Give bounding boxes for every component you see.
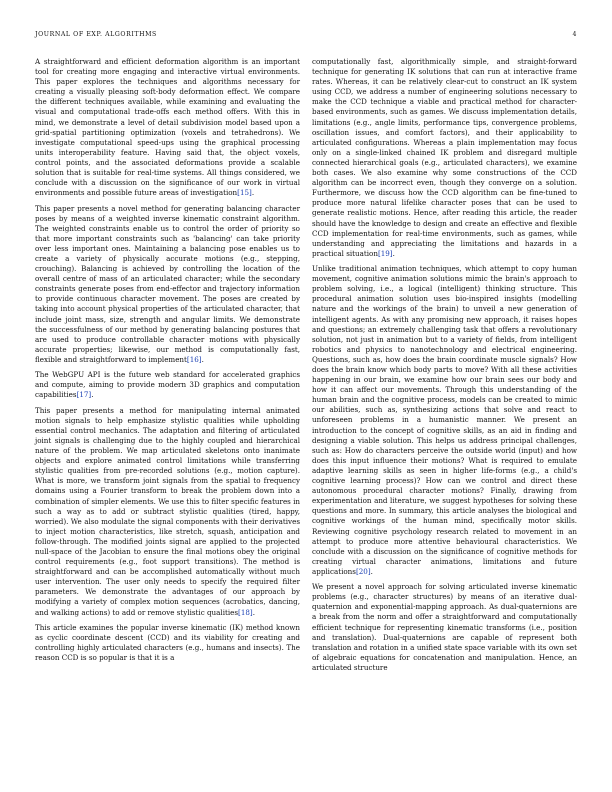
citation-link[interactable]: [16] bbox=[186, 354, 202, 364]
citation-link[interactable]: [20] bbox=[355, 566, 371, 576]
paragraph bbox=[35, 623, 300, 663]
page-number: 4 bbox=[572, 31, 577, 38]
right-column bbox=[312, 57, 577, 678]
paragraph bbox=[312, 582, 577, 673]
paragraph-text: This article examines the popular inverse kinematic (IK) method known as cyclic coordinate descent (CCD) and its viability for creating and controlling highly articulated characters (e.g., humans and insects). The reason CCD is so popular is that it is a bbox=[35, 622, 300, 663]
left-column bbox=[35, 57, 300, 668]
citation-link[interactable]: [19] bbox=[377, 248, 393, 258]
citation-link[interactable]: [17] bbox=[76, 390, 92, 400]
paragraph: This paper presents a novel method for generating balancing character poses by means of a weighted inverse kinematic constraint algorithm. The weighted constraints enable us to control the order of priority so that more important constraints such as 'balancing' can take priority over less important ones. Maintaining a balancing pose enables us to create a variety of physically accurate motions (e.g., stepping, crouching). Balancing is achieved by controlling the location of the overall centre of mass of an articulated character; while the secondary constraints generate poses from end-effector and trajectory information to provide continuous character movement. The poses are created by taking into account physical properties of the articulated character, that include joint mass, size, strength and angular limits. We demonstrate the successfulness of our method by generating balancing postures that are used to produce controllable character motions with physically accurate properties; likewise, our method is computationally fast, flexible and straightforward to implement[16]. bbox=[35, 203, 300, 364]
citation-link[interactable]: [15] bbox=[237, 188, 252, 198]
journal-name: JOURNAL OF EXP. ALGORITHMS bbox=[35, 31, 157, 38]
paragraph-text: We present a novel approach for solving articulated inverse kinematic problems (e.g., character structures) by means of an iterative dual-quaternion and exponential-mapping approach. As dual-quaternions are a break from the norm and offer a straightforward and computationally efficient technique for representing kinematic transforms (i.e., position and translation). Dual-quaternions are capable of represent both translation and rotation in a unified state space variable with its own set of algebraic equations for concatenation and manipulation. Hence, an articulated structure bbox=[312, 582, 577, 672]
running-header bbox=[35, 31, 577, 43]
paragraph: computationally fast, algorithmically simple, and straight-forward technique for generating IK solutions that can run at interactive frame rates. Whereas, it can be relatively clear-cut to construct an IK system using CCD, we address a number of engineering solutions necessary to make the CCD technique a viable and practical method for character-based environments, such as games. We discuss implementation details, limitations (e.g., angle limits, performance tips, convergence problems, oscillation issues, and comfort factors), and their applicability to articulated configurations. Whereas a plain implementation may focus only on a single-linked chained IK problem and disregard multiple connected hierarchical goals (e.g., articulated characters), we examine both cases. We also examine why some constructions of the CCD algorithm can be incorrect even, though they converge on a solution. Furthermore, we discuss how the CCD algorithm can be fine-tuned to produce more natural lifelike character poses that can be used to generate realistic motions. Hence, after reading this article, the reader should have the knowledge to design and create an effective and flexible CCD implementation for real-time environments, such as games, while understanding and appreciating the limitations and hazards in a practical situation[19]. bbox=[312, 57, 577, 258]
paragraph-text: Unlike traditional animation techniques, which attempt to copy human movement, cognitive animation solutions mimic the brain's approach to problem solving, i.e., a logical (intelligent) thinking structure. This procedural animation solution uses bio-inspired insights (modelling nature and the workings of the brain) to unveil a new generation of intelligent agents. As with any promising new approach, it raises hopes and questions; an extremely challenging task that offers a revolutionary solution, not just in animation but to a variety of fields, from intelligent robotics and physics to nanotechnology and electrical engineering. Questions, such as, how does the brain coordinate muscle signals? How does the brain know which body parts to move? With all these activities happening in our brain, we examine how our brain sees our body and how it can affect our movements. Through this understanding of the human brain and the cognitive process, models can be created to mimic our abilities, such as, synthesizing actions that solve and react to unforeseen problems in a humanistic manner. We present an introduction to the concept of cognitive skills, as an aid in finding and designing a viable solution. This helps us address principal challenges, such as: How do characters perceive the outside world (input) and how does this input influence their motions? What is required to emulate adaptive learning skills as seen in higher life-forms (e.g., a child's cognitive learning process)? How can we control and direct these autonomous procedural character motions? Finally, drawing from experimentation and literature, we suggest hypotheses for solving these questions and more. In summary, this article analyses the biological and cognitive workings of the human mind, specifically motor skills. Reviewing cognitive psychology research related to movement in an attempt to produce more attentive behavioural characteristics. We conclude with a discussion on the significance of cognitive methods for creating virtual character animations, limitations and future applications bbox=[312, 264, 577, 576]
paragraph-text: A straightforward and efficient deformation algorithm is an important tool for creating more engaging and interactive virtual environments. This paper explores the techniques and algorithms necessary for creating a visually pleasing soft-body deformation effect. We compare the different techniques available, while examining and evaluating the visual and computational trade-offs each method offers. With this in mind, we demonstrate a level of detail subdivision model based upon a grid-spatial partitioning optimization (voxels and tetrahedrons). We investigate computational speed-ups using the graphical processing units interoperability feature. Having said that, the object voxels, control points, and the associated deformations provide a scalable solution that is suitable for real-time systems. All things considered, we conclude with a discussion on the significance of our work in virtual environments and possible future areas of investigation bbox=[35, 57, 300, 198]
paragraph: Unlike traditional animation techniques, which attempt to copy human movement, cognitive animation solutions mimic the brain's approach to problem solving, i.e., a logical (intelligent) thinking structure. This procedural animation solution uses bio-inspired insights (modelling nature and the workings of the brain) to unveil a new generation of intelligent agents. As with any promising new approach, it raises hopes and questions; an extremely challenging task that offers a revolutionary solution, not just in animation but to a variety of fields, from intelligent robotics and physics to nanotechnology and electrical engineering. Questions, such as, how does the brain coordinate muscle signals? How does the brain know which body parts to move? With all these activities happening in our brain, we examine how our brain sees our body and how it can affect our movements. Through this understanding of the human brain and the cognitive process, models can be created to mimic our abilities, such as, synthesizing actions that solve and react to unforeseen problems in a humanistic manner. We present an introduction to the concept of cognitive skills, as an aid in finding and designing a viable solution. This helps us address principal challenges, such as: How do characters perceive the outside world (input) and how does this input influence their motions? What is required to emulate adaptive learning skills as seen in higher life-forms (e.g., a child's cognitive learning process)? How can we control and direct these autonomous procedural character motions? Finally, drawing from experimentation and literature, we suggest hypotheses for solving these questions and more. In summary, this article analyses the biological and cognitive workings of the human mind, specifically motor skills. Reviewing cognitive psychology research related to movement in an attempt to produce more attentive behavioural characteristics. We conclude with a discussion on the significance of cognitive methods for creating virtual character animations, limitations and future applications[20]. bbox=[312, 264, 577, 576]
paragraph: The WebGPU API is the future web standard for accelerated graphics and compute, aiming to provide modern 3D graphics and computation capabilities[17]. bbox=[35, 370, 300, 400]
paragraph-text: The WebGPU API is the future web standard for accelerated graphics and compute, aiming to provide modern 3D graphics and computation capabilities bbox=[35, 370, 300, 400]
paragraph: This paper presents a method for manipulating internal animated motion signals to help emphasize stylistic qualities while upholding essential control mechanics. The adaptation and filtering of articulated joint signals is challenging due to the highly coupled and hierarchical nature of the problem. We map articulated skeletons onto inanimate objects and explore animated control limitations while transferring stylistic qualities from pre-recorded solutions (e.g., motion capture). What is more, we transform joint signals from the spatial to frequency domains using a Fourier transform to break the problem down into a combination of simpler elements. We use this to filter specific features in such a way as to add or subtract stylistic qualities (tired, happy, worried). We also modulate the signal components with their derivatives to inject motion characteristics, like stretch, squash, anticipation and follow-through. The modified joints signal are applied to the projected null-space of the Jacobian to ensure the final motions obey the original control requirements (e.g., foot support transitions). The method is straightforward and can be accomplished automatically without much user intervention. The user only needs to specify the required filter parameters. We demonstrate the advantages of our approach by modifying a variety of complex motion sequences (acrobatics, dancing, and walking actions) to add or remove stylistic qualities[18]. bbox=[35, 405, 300, 617]
paragraph-text: This paper presents a method for manipulating internal animated motion signals to help emphasize stylistic qualities while upholding essential control mechanics. The adaptation and filtering of articulated joint signals is challenging due to the highly coupled and hierarchical nature of the problem. We map articulated skeletons onto inanimate objects and explore animated control limitations while transferring stylistic qualities from pre-recorded solutions (e.g., motion capture). What is more, we transform joint signals from the spatial to frequency domains using a Fourier transform to break the problem down into a combination of simpler elements. We use this to filter specific features in such a way as to add or subtract stylistic qualities (tired, happy, worried). We also modulate the signal components with their derivatives to inject motion characteristics, like stretch, squash, anticipation and follow-through. The modified joints signal are applied to the projected null-space of the Jacobian to ensure the final motions obey the original control requirements (e.g., foot support transitions). The method is straightforward and can be accomplished automatically without much user intervention. The user only needs to specify the required filter parameters. We demonstrate the advantages of our approach by modifying a variety of complex motion sequences (acrobatics, dancing, and walking actions) to add or remove stylistic qualities bbox=[35, 405, 300, 617]
paragraph-text: This paper presents a novel method for generating balancing character poses by means of a weighted inverse kinematic constraint algorithm. The weighted constraints enable us to control the order of priority so that more important constraints such as 'balancing' can take priority over less important ones. Maintaining a balancing pose enables us to create a variety of physically accurate motions (e.g., stepping, crouching). Balancing is achieved by controlling the location of the overall centre of mass of an articulated character; while the secondary constraints generate poses from end-effector and trajectory information to provide continuous character movement. The poses are created by taking into account physical properties of the articulated character, that include joint mass, size, strength and angular limits. We demonstrate the successfulness of our method by generating balancing postures that are used to produce controllable character motions with physically accurate properties; likewise, our method is computationally fast, flexible and straightforward to implement bbox=[35, 203, 300, 364]
paragraph-text: computationally fast, algorithmically simple, and straight-forward technique for generating IK solutions that can run at interactive frame rates. Whereas, it can be relatively clear-cut to construct an IK system using CCD, we address a number of engineering solutions necessary to make the CCD technique a viable and practical method for character-based environments, such as games. We discuss implementation details, limitations (e.g., angle limits, performance tips, convergence problems, oscillation issues, and comfort factors), and their applicability to articulated configurations. Whereas a plain implementation may focus only on a single-linked chained IK problem and disregard multiple connected hierarchical goals (e.g., articulated characters), we examine both cases. We also examine why some constructions of the CCD algorithm can be incorrect even, though they converge on a solution. Furthermore, we discuss how the CCD algorithm can be fine-tuned to produce more natural lifelike character poses that can be used to generate realistic motions. Hence, after reading this article, the reader should have the knowledge to design and create an effective and flexible CCD implementation for real-time environments, such as games, while understanding and appreciating the limitations and hazards in a practical situation bbox=[312, 57, 577, 258]
citation-link[interactable]: [18] bbox=[238, 607, 253, 617]
paragraph: A straightforward and efficient deformation algorithm is an important tool for creating more engaging and interactive virtual environments. This paper explores the techniques and algorithms necessary for creating a visually pleasing soft-body deformation effect. We compare the different techniques available, while examining and evaluating the visual and computational trade-offs each method offers. With this in mind, we demonstrate a level of detail subdivision model based upon a grid-spatial partitioning optimization (voxels and tetrahedrons). We investigate computational speed-ups using the graphical processing units interoperability feature. Having said that, the object voxels, control points, and the associated deformations provide a scalable solution that is suitable for real-time systems. All things considered, we conclude with a discussion on the significance of our work in virtual environments and possible future areas of investigation[15]. bbox=[35, 57, 300, 198]
